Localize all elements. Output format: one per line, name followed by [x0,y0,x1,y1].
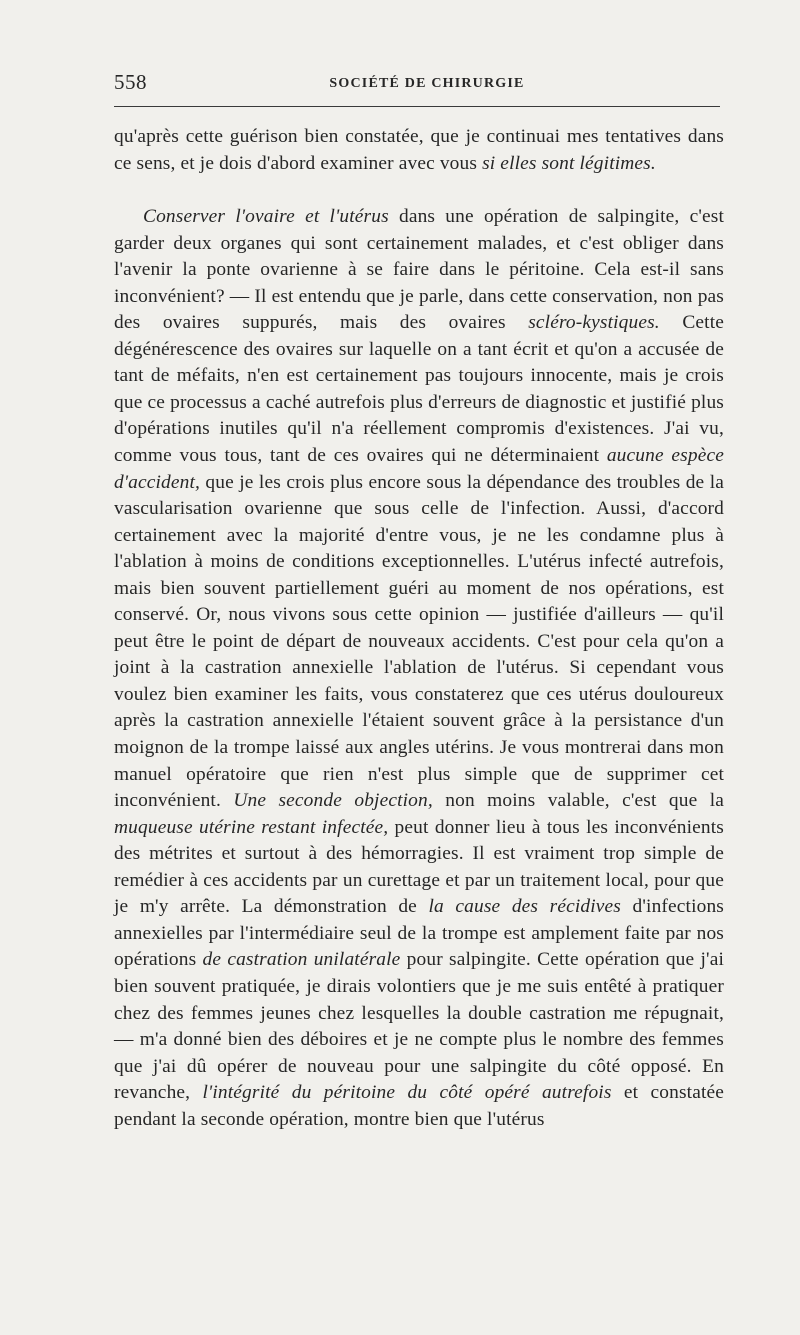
body-text [114,124,724,1133]
paragraph-1 [114,124,724,177]
text-run: que je les crois plus encore sous la dépendance des troubles de la vascularisation ovarienne que sous celle de l'infection. Aussi, d'accord certainement avec la majorité d'entre vous, je ne les condamne plus à l'ablation à moins de conditions exceptionnelles. L'utérus infecté autrefois, mais bien souvent partiellement guéri au moment de nos opérations, est conservé. Or, nous vivons sous cette opinion — justifiée d'ailleurs — qu'il peut être le point de départ de nouveaux accidents. C'est pour cela qu'on a joint à la castration annexielle l'ablation de l'utérus. Si cependant vous voulez bien examiner les faits, vous constaterez que ces utérus douloureux après la castration annexielle l'étaient souvent grâce à la persistance d'un moignon de la trompe laissé aux angles utérins. Je vous montrerai dans mon manuel opératoire que rien n'est plus simple que de supprimer cet inconvénient. [114,471,724,812]
italic-phrase: scléro-kystiques. [528,312,660,334]
text-run: d'infections annexielles par l'intermédiaire seul de la trompe est amplement faite par nos opérations [114,896,725,971]
paragraph-1-text: qu'après cette guérison bien constatée, que je continuai mes tentatives dans ce sens, et je dois d'abord examiner avec vous [114,126,724,174]
running-head: SOCIÉTÉ DE CHIRURGIE [329,76,525,91]
text-run: et constatée pendant la seconde opération, montre bien que l'utérus [114,1082,725,1130]
text-run: Cette dégénérescence des ovaires sur laquelle on a tant écrit et qu'on a accusée de tant de méfaits, n'en est certainement pas toujours innocente, mais je crois que ce processus a caché autrefois plus d'erreurs de diagnostic et justifié plus d'opérations inutiles qu'il n'a réellement compromis d'existences. J'ai vu, comme vous tous, tant de ces ovaires qui ne déterminaient [114,312,725,467]
italic-phrase: muqueuse utérine restant infectée, [114,816,389,838]
italic-phrase: de castration unilatérale [202,949,401,971]
paragraph-1-italic: si elles sont légitimes. [482,152,656,174]
page-header [114,68,720,102]
italic-phrase: la cause des récidives [428,896,622,918]
italic-phrase: Conserver l'ovaire et l'utérus [143,206,389,228]
page-number: 558 [114,70,147,94]
italic-phrase: aucune espèce d'accident, [114,445,724,493]
paragraph-2 [114,204,724,1133]
header-rule [114,106,720,107]
italic-phrase: Une seconde objection, [233,790,433,812]
text-run: non moins valable, c'est que la [432,790,725,812]
text-run: pour salpingite. Cette opération que j'ai bien souvent pratiquée, je dirais volontiers que je me suis entêté à pratiquer chez des femmes jeunes chez lesquelles la double castration me répugnait, — m'a donné bien des déboires et je ne compte plus le nombre des femmes que j'ai dû opérer de nouveau pour une salpingite du côté opposé. En revanche, [114,949,724,1104]
text-run: peut donner lieu à tous les inconvénients des métrites et surtout à des hémorragies. Il est vraiment trop simple de remédier à ces accidents par un curettage et par un traitement local, pour que je m'y arrête. La démonstration de [114,816,724,918]
italic-phrase: l'intégrité du péritoine du côté opéré autrefois [202,1082,612,1104]
text-run: dans une opération de salpingite, c'est garder deux organes qui sont certainement malades, et c'est obliger dans l'avenir la ponte ovarienne à se faire dans le péritoine. Cela est-il sans inconvénient? — Il est entendu que je parle, dans cette conservation, non pas des ovaires suppurés, mais des ovaires [114,206,724,334]
